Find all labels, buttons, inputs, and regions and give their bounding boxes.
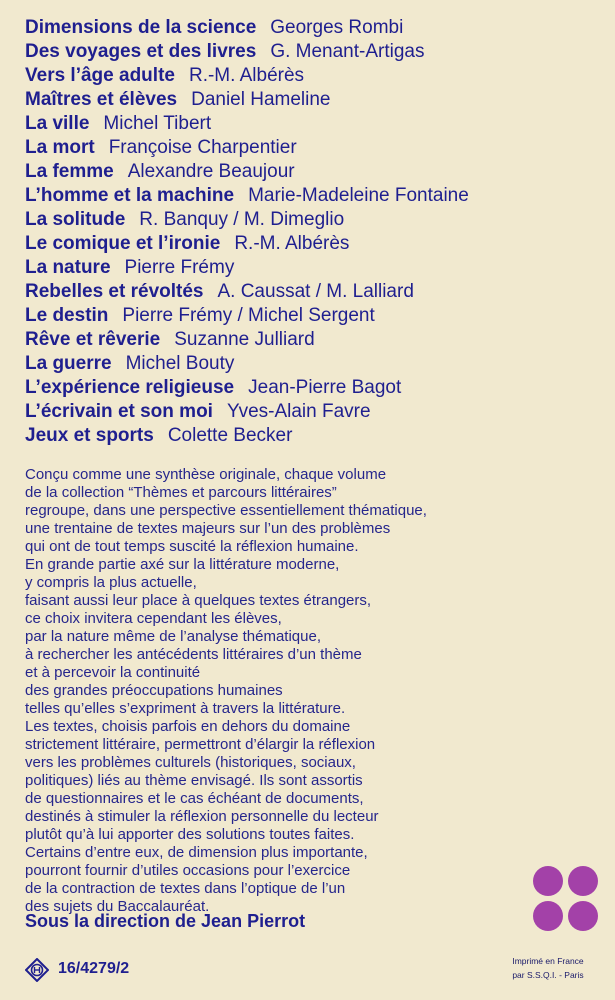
volume-title: La solitude — [25, 209, 126, 230]
description-line: de questionnaires et le cas échéant de documents, — [25, 790, 364, 807]
volume-author: Pierre Frémy — [124, 257, 235, 278]
description-line: strictement littéraire, permettront d’élargir la réflexion — [25, 736, 376, 753]
collection-title-row — [25, 16, 610, 40]
dot-bottom-right — [568, 901, 598, 931]
volume-author: A. Caussat / M. Lalliard — [217, 281, 414, 302]
description-line: et à percevoir la continuité — [25, 664, 201, 681]
volume-title: Des voyages et des livres — [25, 41, 257, 62]
volume-title: Jeux et sports — [25, 425, 154, 446]
description-line: de la contraction de textes dans l’optique de l’un — [25, 880, 346, 897]
volume-title: La mort — [25, 137, 95, 158]
printer-line-1: Imprimé en France — [512, 956, 584, 966]
volume-author: R.-M. Albérès — [234, 233, 350, 254]
volume-author: Georges Rombi — [270, 17, 404, 38]
volume-title: Maîtres et élèves — [25, 89, 178, 110]
collection-title-row — [25, 400, 610, 424]
volume-author: Suzanne Julliard — [174, 329, 315, 350]
volume-author: Marie-Madeleine Fontaine — [248, 185, 469, 206]
volume-author: G. Menant-Artigas — [270, 41, 425, 62]
description-line: En grande partie axé sur la littérature moderne, — [25, 556, 340, 573]
collection-title-row — [25, 232, 610, 256]
description-line: regroupe, dans une perspective essentiellement thématique, — [25, 502, 427, 519]
volume-title: L’écrivain et son moi — [25, 401, 213, 422]
collection-title-list — [25, 16, 610, 448]
description-line: telles qu’elles s’expriment à travers la littérature. — [25, 700, 346, 717]
volume-title: La guerre — [25, 353, 112, 374]
catalog-code: 16/4279/2 — [58, 960, 130, 977]
volume-author: Françoise Charpentier — [108, 137, 297, 158]
collection-title-row — [25, 184, 610, 208]
volume-title: La ville — [25, 113, 90, 134]
collection-title-row — [25, 208, 610, 232]
volume-author: R. Banquy / M. Dimeglio — [139, 209, 345, 230]
volume-title: La femme — [25, 161, 114, 182]
volume-author: Alexandre Beaujour — [127, 161, 295, 182]
description-line: Les textes, choisis parfois en dehors du domaine — [25, 718, 351, 735]
printer-info — [498, 954, 598, 982]
description-line: plutôt qu’à lui apporter des solutions toutes faites. — [25, 826, 355, 843]
description-line: qui ont de tout temps suscité la réflexion humaine. — [25, 538, 359, 555]
volume-title: Rêve et rêverie — [25, 329, 161, 350]
dot-bottom-left — [533, 901, 563, 931]
collection-title-row — [25, 352, 610, 376]
description-line: par la nature même de l’analyse thématique, — [25, 628, 322, 645]
collection-title-row — [25, 304, 610, 328]
description-line: des grandes préoccupations humaines — [25, 682, 283, 699]
collection-title-row — [25, 256, 610, 280]
description-line: de la collection “Thèmes et parcours littéraires” — [25, 484, 337, 501]
volume-author: Jean-Pierre Bagot — [248, 377, 402, 398]
volume-author: Yves-Alain Favre — [226, 401, 371, 422]
description-line: pourront fournir d’utiles occasions pour l’exercice — [25, 862, 351, 879]
volume-author: Daniel Hameline — [191, 89, 331, 110]
volume-title: Le destin — [25, 305, 109, 326]
volume-title: L’expérience religieuse — [25, 377, 235, 398]
description-line: politiques) liés au thème envisagé. Ils sont assortis — [25, 772, 363, 789]
collection-title-row — [25, 280, 610, 304]
series-director: Sous la direction de Jean Pierrot — [25, 911, 306, 931]
collection-title-row — [25, 136, 610, 160]
description-line: destinés à stimuler la réflexion personnelle du lecteur — [25, 808, 379, 825]
dot-top-left — [533, 866, 563, 896]
collection-title-row — [25, 64, 610, 88]
volume-title: Le comique et l’ironie — [25, 233, 221, 254]
collection-description — [25, 466, 525, 916]
publisher-logo-icon — [25, 958, 49, 982]
description-line: Certains d’entre eux, de dimension plus importante, — [25, 844, 368, 861]
volume-title: Dimensions de la science — [25, 17, 257, 38]
volume-author: Michel Bouty — [125, 353, 235, 374]
volume-title: Rebelles et révoltés — [25, 281, 204, 302]
collection-title-row — [25, 376, 610, 400]
description-line: y compris la plus actuelle, — [25, 574, 197, 591]
volume-title: La nature — [25, 257, 111, 278]
collection-title-row — [25, 112, 610, 136]
description-line: à rechercher les antécédents littéraires d’un thème — [25, 646, 362, 663]
description-line: des sujets du Baccalauréat. — [25, 898, 210, 915]
volume-author: Colette Becker — [167, 425, 293, 446]
description-line: ce choix invitera cependant les élèves, — [25, 610, 282, 627]
dot-top-right — [568, 866, 598, 896]
description-line: faisant aussi leur place à quelques textes étrangers, — [25, 592, 372, 609]
volume-title: Vers l’âge adulte — [25, 65, 175, 86]
collection-title-row — [25, 328, 610, 352]
description-line: une trentaine de textes majeurs sur l’un des problèmes — [25, 520, 391, 537]
volume-author: Michel Tibert — [103, 113, 212, 134]
volume-title: L’homme et la machine — [25, 185, 235, 206]
printer-line-2: par S.S.Q.I. - Paris — [512, 970, 584, 980]
collection-title-row — [25, 88, 610, 112]
four-dots-logo — [533, 866, 599, 932]
description-line: Conçu comme une synthèse originale, chaque volume — [25, 466, 387, 483]
volume-author: R.-M. Albérès — [188, 65, 305, 86]
collection-title-row — [25, 424, 610, 448]
volume-author: Pierre Frémy / Michel Sergent — [122, 305, 375, 326]
description-line: vers les problèmes culturels (historiques, sociaux, — [25, 754, 356, 771]
collection-title-row — [25, 160, 610, 184]
collection-title-row — [25, 40, 610, 64]
